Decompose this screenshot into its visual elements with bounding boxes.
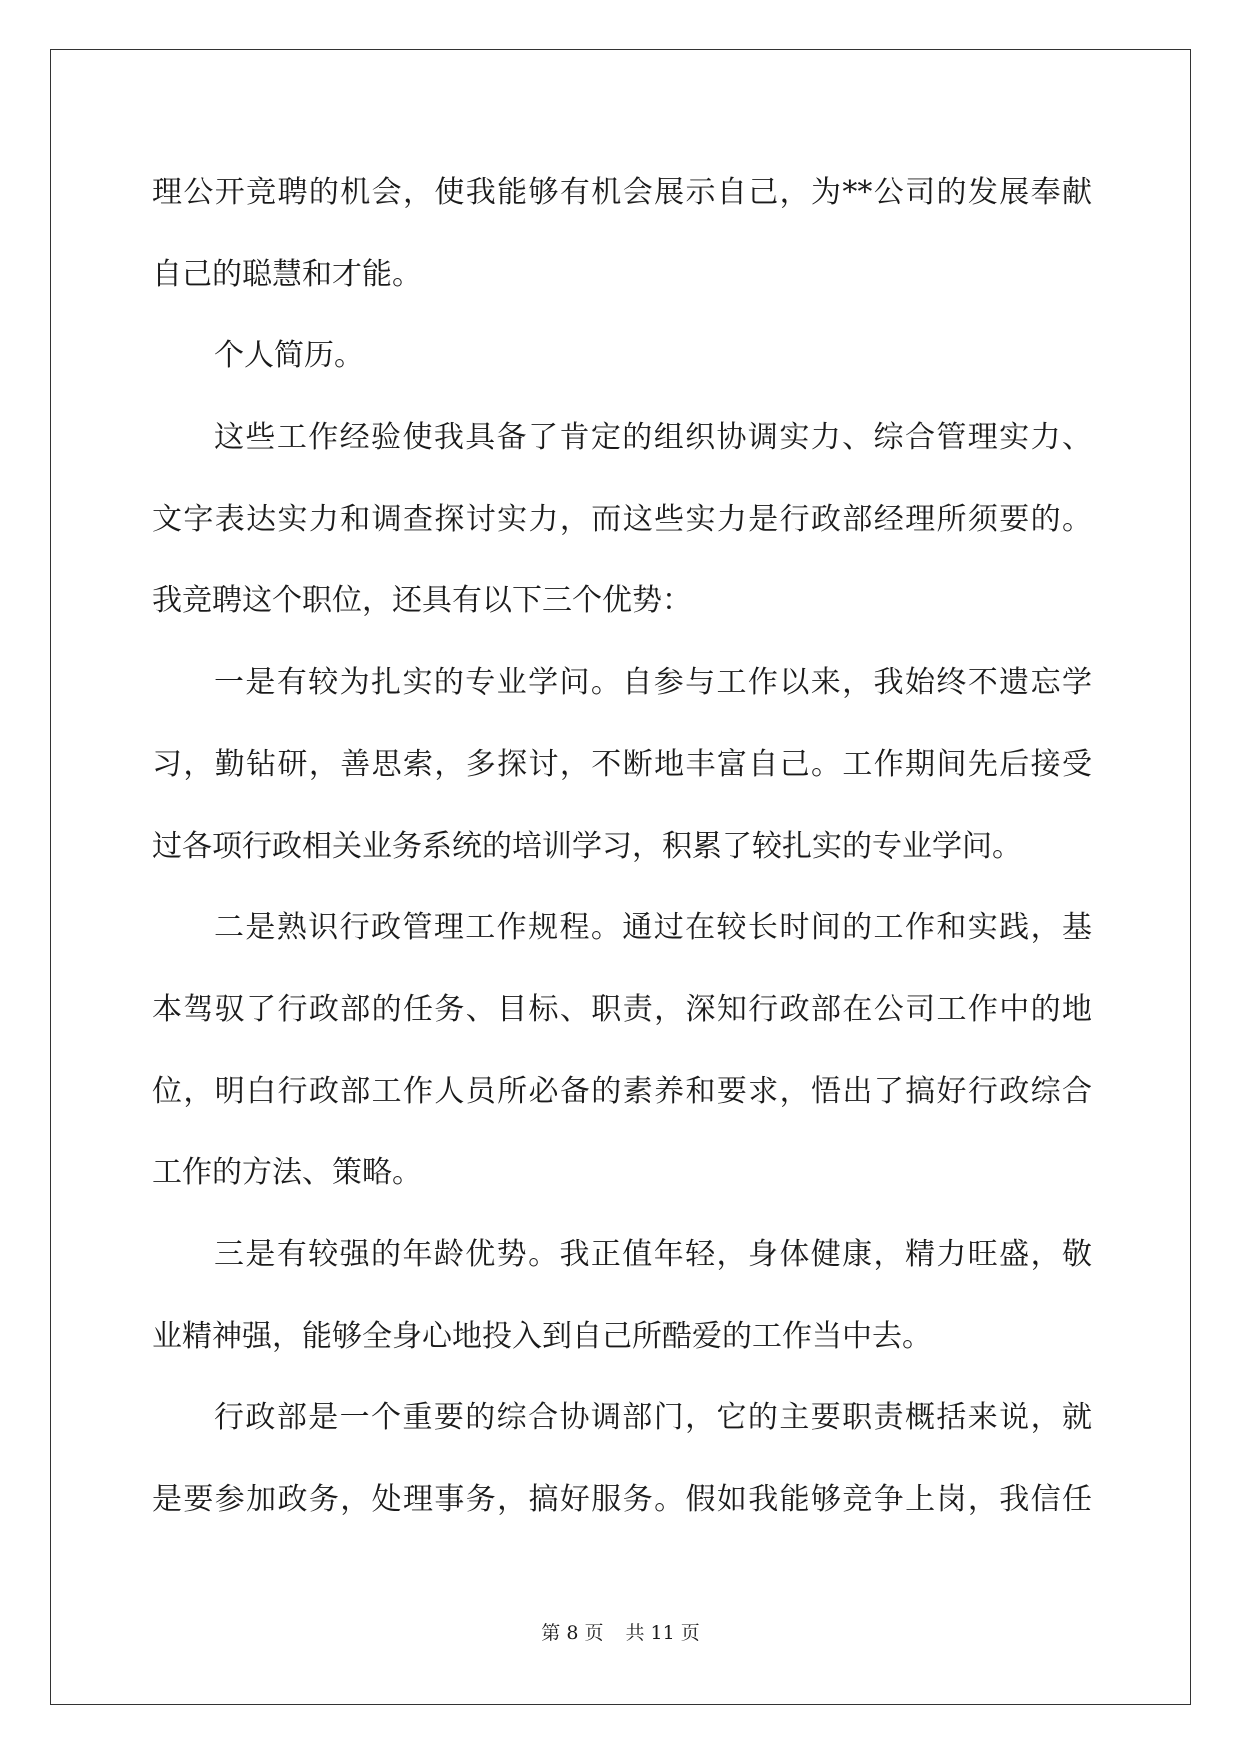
text-line: 三是有较强的年龄优势。我正值年轻，身体健康，精力旺盛，敬 (214, 1236, 1092, 1272)
text-line: 二是熟识行政管理工作规程。通过在较长时间的工作和实践，基 (214, 910, 1092, 946)
text-line: 一是有较为扎实的专业学问。自参与工作以来，我始终不遗忘学 (214, 665, 1092, 701)
text-line: 个人简历。 (214, 338, 364, 374)
text-line: 过各项行政相关业务系统的培训学习，积累了较扎实的专业学问。 (152, 828, 1022, 864)
text-line: 是要参加政务，处理事务，搞好服务。假如我能够竞争上岗，我信任 (152, 1482, 1092, 1517)
text-line: 行政部是一个重要的综合协调部门，它的主要职责概括来说，就 (214, 1400, 1092, 1436)
page-footer (0, 1618, 1241, 1645)
text-line: 位，明白行政部工作人员所必备的素养和要求，悟出了搞好行政综合 (152, 1073, 1092, 1109)
text-line: 这些工作经验使我具备了肯定的组织协调实力、综合管理实力、 (214, 420, 1092, 456)
text-line: 自己的聪慧和才能。 (152, 256, 422, 292)
text-line: 工作的方法、策略。 (152, 1155, 422, 1191)
text-line: 文字表达实力和调查探讨实力，而这些实力是行政部经理所须要的。 (152, 501, 1092, 537)
page-total: 共 11 页 (625, 1622, 700, 1644)
page-number: 第 8 页 (541, 1622, 604, 1644)
text-line: 理公开竞聘的机会，使我能够有机会展示自己，为**公司的发展奉献 (152, 175, 1092, 210)
text-line: 我竞聘这个职位，还具有以下三个优势： (152, 583, 692, 619)
text-line: 习，勤钻研，善思索，多探讨，不断地丰富自己。工作期间先后接受 (152, 746, 1092, 782)
document-body (152, 152, 1092, 1541)
text-line: 本驾驭了行政部的任务、目标、职责，深知行政部在公司工作中的地 (152, 991, 1092, 1027)
text-line: 业精神强，能够全身心地投入到自己所酷爱的工作当中去。 (152, 1318, 932, 1354)
